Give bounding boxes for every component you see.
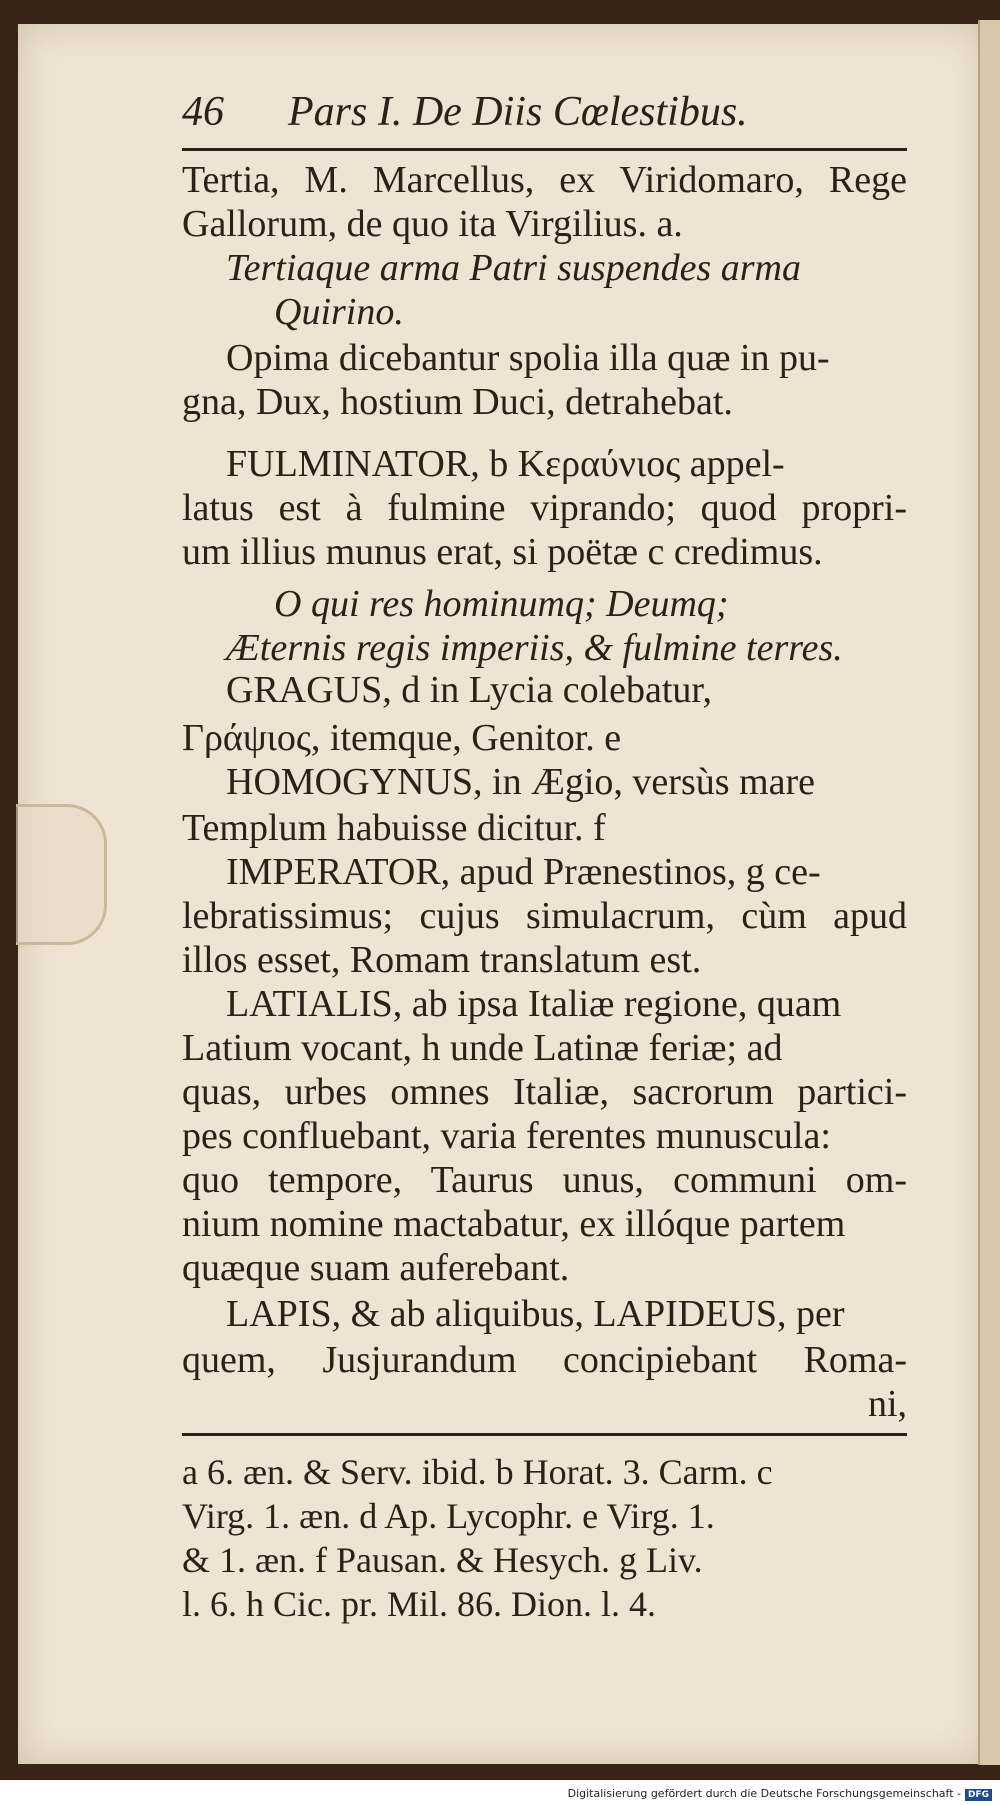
body-line: HOMOGYNUS, in Ægio, versùs mare	[226, 761, 815, 803]
body-line: illos esset, Romam translatum est.	[182, 939, 702, 981]
body-line: quem, Jusjurandum concipiebant Roma-	[182, 1339, 907, 1381]
body-line: lebratissimus; cujus simulacrum, cùm apud	[182, 895, 907, 937]
credit-text: Digitalisierung gefördert durch die Deutsche Forschungsgemeinschaft -	[567, 1787, 961, 1800]
page-fore-edge	[978, 20, 1000, 1765]
verse-line: Quirino.	[274, 291, 404, 333]
clasp-strap	[16, 804, 107, 945]
body-line: LAPIS, & ab aliquibus, LAPIDEUS, per	[226, 1293, 845, 1335]
body-line: Γράψιος, itemque, Genitor. e	[182, 717, 622, 759]
digitization-credit	[568, 1787, 992, 1801]
verse-line: Æternis regis imperiis, & fulmine terres.	[226, 627, 843, 669]
body-line: IMPERATOR, apud Prænestinos, g ce-	[226, 851, 821, 893]
footnote-line: & 1. æn. f Pausan. & Hesych. g Liv.	[182, 1540, 703, 1580]
catchword: ni,	[867, 1383, 907, 1425]
body-line: nium nomine mactabatur, ex illóque partem	[182, 1203, 846, 1245]
body-text	[182, 90, 907, 1630]
body-line: FULMINATOR, b Κεραύνιος appel-	[226, 443, 785, 485]
body-line: quo tempore, Taurus unus, communi om-	[182, 1159, 907, 1201]
body-line: quas, urbes omnes Italiæ, sacrorum partici-	[182, 1071, 907, 1113]
body-line: latus est à fulmine viprando; quod propri-	[182, 487, 907, 529]
body-line: Latium vocant, h unde Latinæ feriæ; ad	[182, 1027, 783, 1069]
footnote-rule	[182, 1433, 907, 1436]
footnote-line: l. 6. h Cic. pr. Mil. 86. Dion. l. 4.	[182, 1584, 657, 1624]
footnote-line: Virg. 1. æn. d Ap. Lycophr. e Virg. 1.	[182, 1496, 715, 1536]
body-line: Gallorum, de quo ita Virgilius. a.	[182, 203, 683, 245]
body-line: Tertia, M. Marcellus, ex Viridomaro, Rege	[182, 159, 907, 201]
body-line: LATIALIS, ab ipsa Italiæ regione, quam	[226, 983, 842, 1025]
page-number: 46	[182, 89, 224, 135]
body-line: Opima dicebantur spolia illa quæ in pu-	[226, 337, 830, 379]
dfg-logo: DFG	[965, 1789, 992, 1801]
body-line: um illius munus erat, si poëtæ c credimus.	[182, 531, 823, 573]
body-line: quæque suam auferebant.	[182, 1247, 570, 1289]
body-line: GRAGUS, d in Lycia colebatur,	[226, 669, 713, 711]
body-line: pes confluebant, varia ferentes munuscula:	[182, 1115, 831, 1157]
body-line: Templum habuisse dicitur. f	[182, 807, 606, 849]
running-head: Pars I. De Diis Cœlestibus.	[288, 89, 748, 135]
verse-line: Tertiaque arma Patri suspendes arma	[226, 247, 801, 289]
body-line: gna, Dux, hostium Duci, detrahebat.	[182, 381, 733, 423]
verse-line: O qui res hominumq; Deumq;	[274, 583, 729, 625]
footnote-line: a 6. æn. & Serv. ibid. b Horat. 3. Carm. c	[182, 1452, 773, 1492]
